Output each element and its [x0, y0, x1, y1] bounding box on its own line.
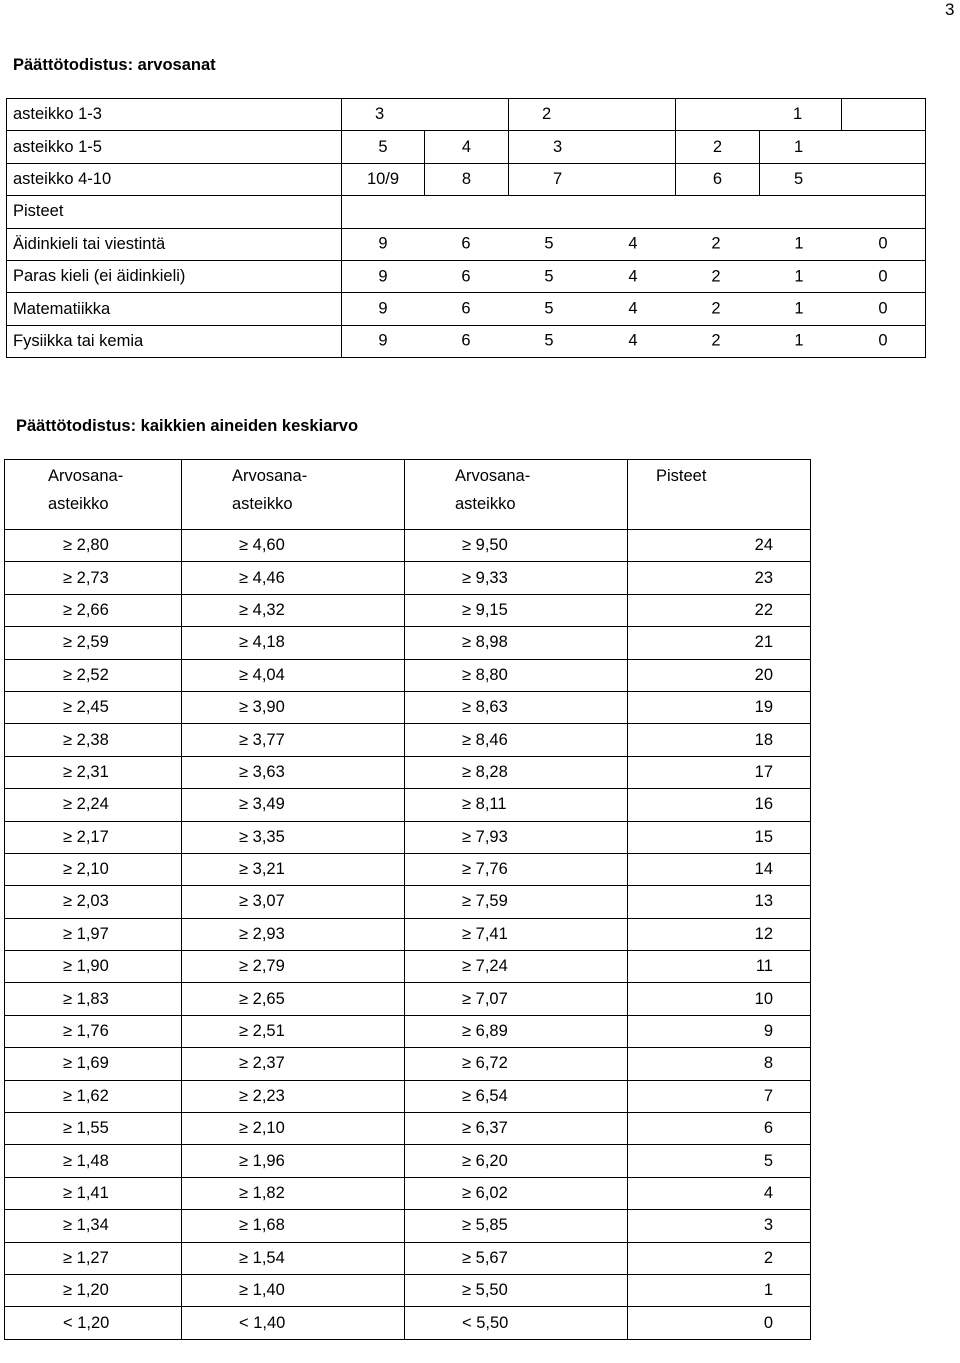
grades-cell: 3	[342, 99, 509, 131]
scale-threshold-cell: ≥ 1,27	[5, 1242, 182, 1274]
grades-point-value: 5	[544, 267, 554, 286]
scale-threshold-cell: ≥ 1,20	[5, 1274, 182, 1306]
scale-threshold-cell: ≥ 2,10	[182, 1113, 405, 1145]
scale-threshold-cell: < 5,50	[405, 1307, 628, 1339]
grades-cell	[342, 196, 926, 228]
grades-point-value: 1	[794, 267, 804, 286]
grades-point-value: 6	[461, 234, 471, 253]
scale-row	[5, 1080, 811, 1112]
grades-row-label: Äidinkieli tai viestintä	[7, 228, 342, 260]
grades-point-value: 1	[794, 234, 804, 253]
grades-cell: 3	[509, 131, 676, 163]
scale-threshold-cell: ≥ 6,89	[405, 1015, 628, 1047]
scale-threshold-cell: ≥ 4,04	[182, 659, 405, 691]
scale-points-cell: 10	[628, 983, 811, 1015]
scale-points-cell: 24	[628, 530, 811, 562]
scale-threshold-cell: ≥ 3,21	[182, 853, 405, 885]
scale-points-cell: 18	[628, 724, 811, 756]
scale-threshold-cell: ≥ 2,93	[182, 918, 405, 950]
grades-point-value: 2	[711, 234, 721, 253]
scale-threshold-cell: ≥ 9,50	[405, 530, 628, 562]
scale-threshold-cell: ≥ 2,79	[182, 951, 405, 983]
scale-threshold-cell: ≥ 2,73	[5, 562, 182, 594]
scale-row	[5, 821, 811, 853]
grades-cell	[842, 99, 926, 131]
scale-threshold-cell: ≥ 4,18	[182, 627, 405, 659]
scale-points-cell: 22	[628, 594, 811, 626]
scale-threshold-cell: ≥ 7,41	[405, 918, 628, 950]
scale-row	[5, 951, 811, 983]
grades-point-value: 6	[461, 331, 471, 350]
grades-cell: 6	[676, 163, 760, 195]
grades-point-value: 5	[544, 299, 554, 318]
scale-row	[5, 1145, 811, 1177]
scale-threshold-cell: ≥ 2,23	[182, 1080, 405, 1112]
scale-row	[5, 1048, 811, 1080]
scale-threshold-cell: ≥ 9,15	[405, 594, 628, 626]
grades-cell: 1	[760, 131, 926, 163]
scale-threshold-cell: ≥ 6,20	[405, 1145, 628, 1177]
scale-threshold-cell: ≥ 5,85	[405, 1210, 628, 1242]
scale-header-cell: Arvosana- asteikko	[182, 460, 405, 530]
scale-points-cell: 17	[628, 756, 811, 788]
scale-threshold-cell: ≥ 3,77	[182, 724, 405, 756]
grades-point-value: 2	[711, 299, 721, 318]
scale-threshold-cell: ≥ 5,67	[405, 1242, 628, 1274]
scale-header-cell: Pisteet	[628, 460, 811, 530]
scale-threshold-cell: ≥ 4,60	[182, 530, 405, 562]
grades-points-cell	[342, 293, 926, 325]
scale-points-cell: 16	[628, 789, 811, 821]
scale-points-cell: 1	[628, 1274, 811, 1306]
scale-threshold-cell: ≥ 1,55	[5, 1113, 182, 1145]
grades-row-label: asteikko 1-5	[7, 131, 342, 163]
grades-point-value: 0	[878, 299, 888, 318]
scale-points-cell: 15	[628, 821, 811, 853]
scale-points-cell: 12	[628, 918, 811, 950]
scale-threshold-cell: ≥ 2,51	[182, 1015, 405, 1047]
scale-points-cell: 7	[628, 1080, 811, 1112]
grades-cell: 4	[425, 131, 509, 163]
average-title: Päättötodistus: kaikkien aineiden keskiarvo	[16, 417, 359, 435]
scale-threshold-cell: ≥ 2,52	[5, 659, 182, 691]
scale-row	[5, 918, 811, 950]
grades-point-value: 0	[878, 267, 888, 286]
scale-threshold-cell: ≥ 2,17	[5, 821, 182, 853]
scale-points-cell: 6	[628, 1113, 811, 1145]
grades-row	[7, 99, 926, 131]
scale-header-row	[5, 460, 811, 530]
scale-threshold-cell: ≥ 1,40	[182, 1274, 405, 1306]
grades-cell: 2	[676, 131, 760, 163]
grades-point-value: 2	[711, 331, 721, 350]
scale-threshold-cell: ≥ 1,90	[5, 951, 182, 983]
grades-point-value: 9	[378, 234, 388, 253]
scale-threshold-cell: ≥ 6,02	[405, 1177, 628, 1209]
scale-row	[5, 1307, 811, 1339]
scale-threshold-cell: ≥ 8,28	[405, 756, 628, 788]
scale-points-cell: 11	[628, 951, 811, 983]
scale-points-cell: 14	[628, 853, 811, 885]
scale-threshold-cell: ≥ 6,72	[405, 1048, 628, 1080]
scale-threshold-cell: ≥ 7,59	[405, 886, 628, 918]
scale-threshold-cell: ≥ 7,93	[405, 821, 628, 853]
scale-row	[5, 789, 811, 821]
scale-points-cell: 19	[628, 691, 811, 723]
scale-threshold-cell: ≥ 2,80	[5, 530, 182, 562]
scale-points-cell: 4	[628, 1177, 811, 1209]
grades-title: Päättötodistus: arvosanat	[13, 56, 216, 74]
scale-threshold-cell: ≥ 1,96	[182, 1145, 405, 1177]
scale-threshold-cell: ≥ 2,38	[5, 724, 182, 756]
scale-points-cell: 3	[628, 1210, 811, 1242]
grades-row-label: Pisteet	[7, 196, 342, 228]
scale-header-cell: Arvosana- asteikko	[5, 460, 182, 530]
scale-row	[5, 659, 811, 691]
scale-points-cell: 13	[628, 886, 811, 918]
grades-point-value: 4	[628, 331, 638, 350]
grades-point-value: 0	[878, 331, 888, 350]
scale-threshold-cell: ≥ 8,11	[405, 789, 628, 821]
scale-row	[5, 1274, 811, 1306]
scale-threshold-cell: ≥ 1,54	[182, 1242, 405, 1274]
scale-threshold-cell: < 1,20	[5, 1307, 182, 1339]
grades-row-label: Fysiikka tai kemia	[7, 325, 342, 357]
scale-threshold-cell: ≥ 1,41	[5, 1177, 182, 1209]
scale-threshold-cell: ≥ 4,46	[182, 562, 405, 594]
grades-cell: 1	[676, 99, 842, 131]
scale-row	[5, 1015, 811, 1047]
scale-threshold-cell: ≥ 7,07	[405, 983, 628, 1015]
scale-row	[5, 594, 811, 626]
grades-row-label: asteikko 4-10	[7, 163, 342, 195]
grades-row-label: Paras kieli (ei äidinkieli)	[7, 260, 342, 292]
grades-point-value: 4	[628, 267, 638, 286]
page-number: 3	[945, 0, 955, 19]
grades-point-value: 5	[544, 234, 554, 253]
scale-row	[5, 627, 811, 659]
grades-point-value: 4	[628, 299, 638, 318]
scale-threshold-cell: ≥ 3,49	[182, 789, 405, 821]
grades-point-value: 2	[711, 267, 721, 286]
grades-cell: 5	[760, 163, 926, 195]
grades-row-label: Matematiikka	[7, 293, 342, 325]
grades-row	[7, 163, 926, 195]
grades-points-cell	[342, 325, 926, 357]
grades-cell: 2	[509, 99, 676, 131]
grades-row	[7, 228, 926, 260]
grades-point-value: 1	[794, 299, 804, 318]
scale-threshold-cell: ≥ 8,80	[405, 659, 628, 691]
grades-row	[7, 293, 926, 325]
scale-threshold-cell: ≥ 3,90	[182, 691, 405, 723]
grades-points-cell	[342, 228, 926, 260]
grades-cell: 8	[425, 163, 509, 195]
scale-row	[5, 1113, 811, 1145]
scale-points-cell: 0	[628, 1307, 811, 1339]
grades-row	[7, 325, 926, 357]
scale-threshold-cell: ≥ 7,76	[405, 853, 628, 885]
scale-threshold-cell: ≥ 2,65	[182, 983, 405, 1015]
scale-threshold-cell: ≥ 2,10	[5, 853, 182, 885]
scale-threshold-cell: ≥ 1,76	[5, 1015, 182, 1047]
scale-points-cell: 21	[628, 627, 811, 659]
scale-threshold-cell: ≥ 3,63	[182, 756, 405, 788]
grades-point-value: 4	[628, 234, 638, 253]
scale-threshold-cell: ≥ 1,69	[5, 1048, 182, 1080]
scale-threshold-cell: ≥ 6,37	[405, 1113, 628, 1145]
scale-row	[5, 562, 811, 594]
scale-points-cell: 8	[628, 1048, 811, 1080]
scale-row	[5, 1242, 811, 1274]
scale-threshold-cell: ≥ 2,66	[5, 594, 182, 626]
scale-threshold-cell: ≥ 2,03	[5, 886, 182, 918]
scale-points-cell: 20	[628, 659, 811, 691]
scale-threshold-cell: ≥ 9,33	[405, 562, 628, 594]
scale-row	[5, 983, 811, 1015]
scale-row	[5, 886, 811, 918]
scale-row	[5, 724, 811, 756]
scale-points-cell: 23	[628, 562, 811, 594]
scale-threshold-cell: ≥ 1,97	[5, 918, 182, 950]
grades-point-value: 1	[794, 331, 804, 350]
scale-threshold-cell: ≥ 1,82	[182, 1177, 405, 1209]
scale-row	[5, 1177, 811, 1209]
grades-point-value: 5	[544, 331, 554, 350]
scale-row	[5, 756, 811, 788]
scale-threshold-cell: ≥ 1,68	[182, 1210, 405, 1242]
grades-cell: 5	[342, 131, 425, 163]
grades-table	[6, 98, 926, 358]
scale-threshold-cell: ≥ 2,45	[5, 691, 182, 723]
scale-threshold-cell: ≥ 5,50	[405, 1274, 628, 1306]
scale-threshold-cell: ≥ 8,98	[405, 627, 628, 659]
scale-threshold-cell: ≥ 2,59	[5, 627, 182, 659]
grades-point-value: 9	[378, 267, 388, 286]
scale-points-cell: 9	[628, 1015, 811, 1047]
scale-threshold-cell: ≥ 1,34	[5, 1210, 182, 1242]
scale-threshold-cell: ≥ 8,63	[405, 691, 628, 723]
grades-row	[7, 260, 926, 292]
scale-threshold-cell: ≥ 1,62	[5, 1080, 182, 1112]
scale-row	[5, 530, 811, 562]
scale-threshold-cell: ≥ 4,32	[182, 594, 405, 626]
scale-row	[5, 1210, 811, 1242]
scale-threshold-cell: ≥ 6,54	[405, 1080, 628, 1112]
scale-threshold-cell: < 1,40	[182, 1307, 405, 1339]
scale-threshold-cell: ≥ 3,35	[182, 821, 405, 853]
average-scale-table	[4, 459, 811, 1340]
scale-header-cell: Arvosana- asteikko	[405, 460, 628, 530]
scale-threshold-cell: ≥ 3,07	[182, 886, 405, 918]
grades-cell: 10/9	[342, 163, 425, 195]
scale-threshold-cell: ≥ 1,48	[5, 1145, 182, 1177]
grades-point-value: 6	[461, 267, 471, 286]
scale-threshold-cell: ≥ 2,24	[5, 789, 182, 821]
grades-point-value: 0	[878, 234, 888, 253]
grades-row	[7, 131, 926, 163]
scale-threshold-cell: ≥ 1,83	[5, 983, 182, 1015]
grades-points-cell	[342, 260, 926, 292]
scale-points-cell: 5	[628, 1145, 811, 1177]
grades-cell: 7	[509, 163, 676, 195]
grades-point-value: 6	[461, 299, 471, 318]
scale-threshold-cell: ≥ 2,37	[182, 1048, 405, 1080]
scale-threshold-cell: ≥ 8,46	[405, 724, 628, 756]
scale-row	[5, 691, 811, 723]
grades-row	[7, 196, 926, 228]
grades-row-label: asteikko 1-3	[7, 99, 342, 131]
scale-threshold-cell: ≥ 7,24	[405, 951, 628, 983]
scale-row	[5, 853, 811, 885]
grades-point-value: 9	[378, 299, 388, 318]
scale-points-cell: 2	[628, 1242, 811, 1274]
grades-point-value: 9	[378, 331, 388, 350]
scale-threshold-cell: ≥ 2,31	[5, 756, 182, 788]
